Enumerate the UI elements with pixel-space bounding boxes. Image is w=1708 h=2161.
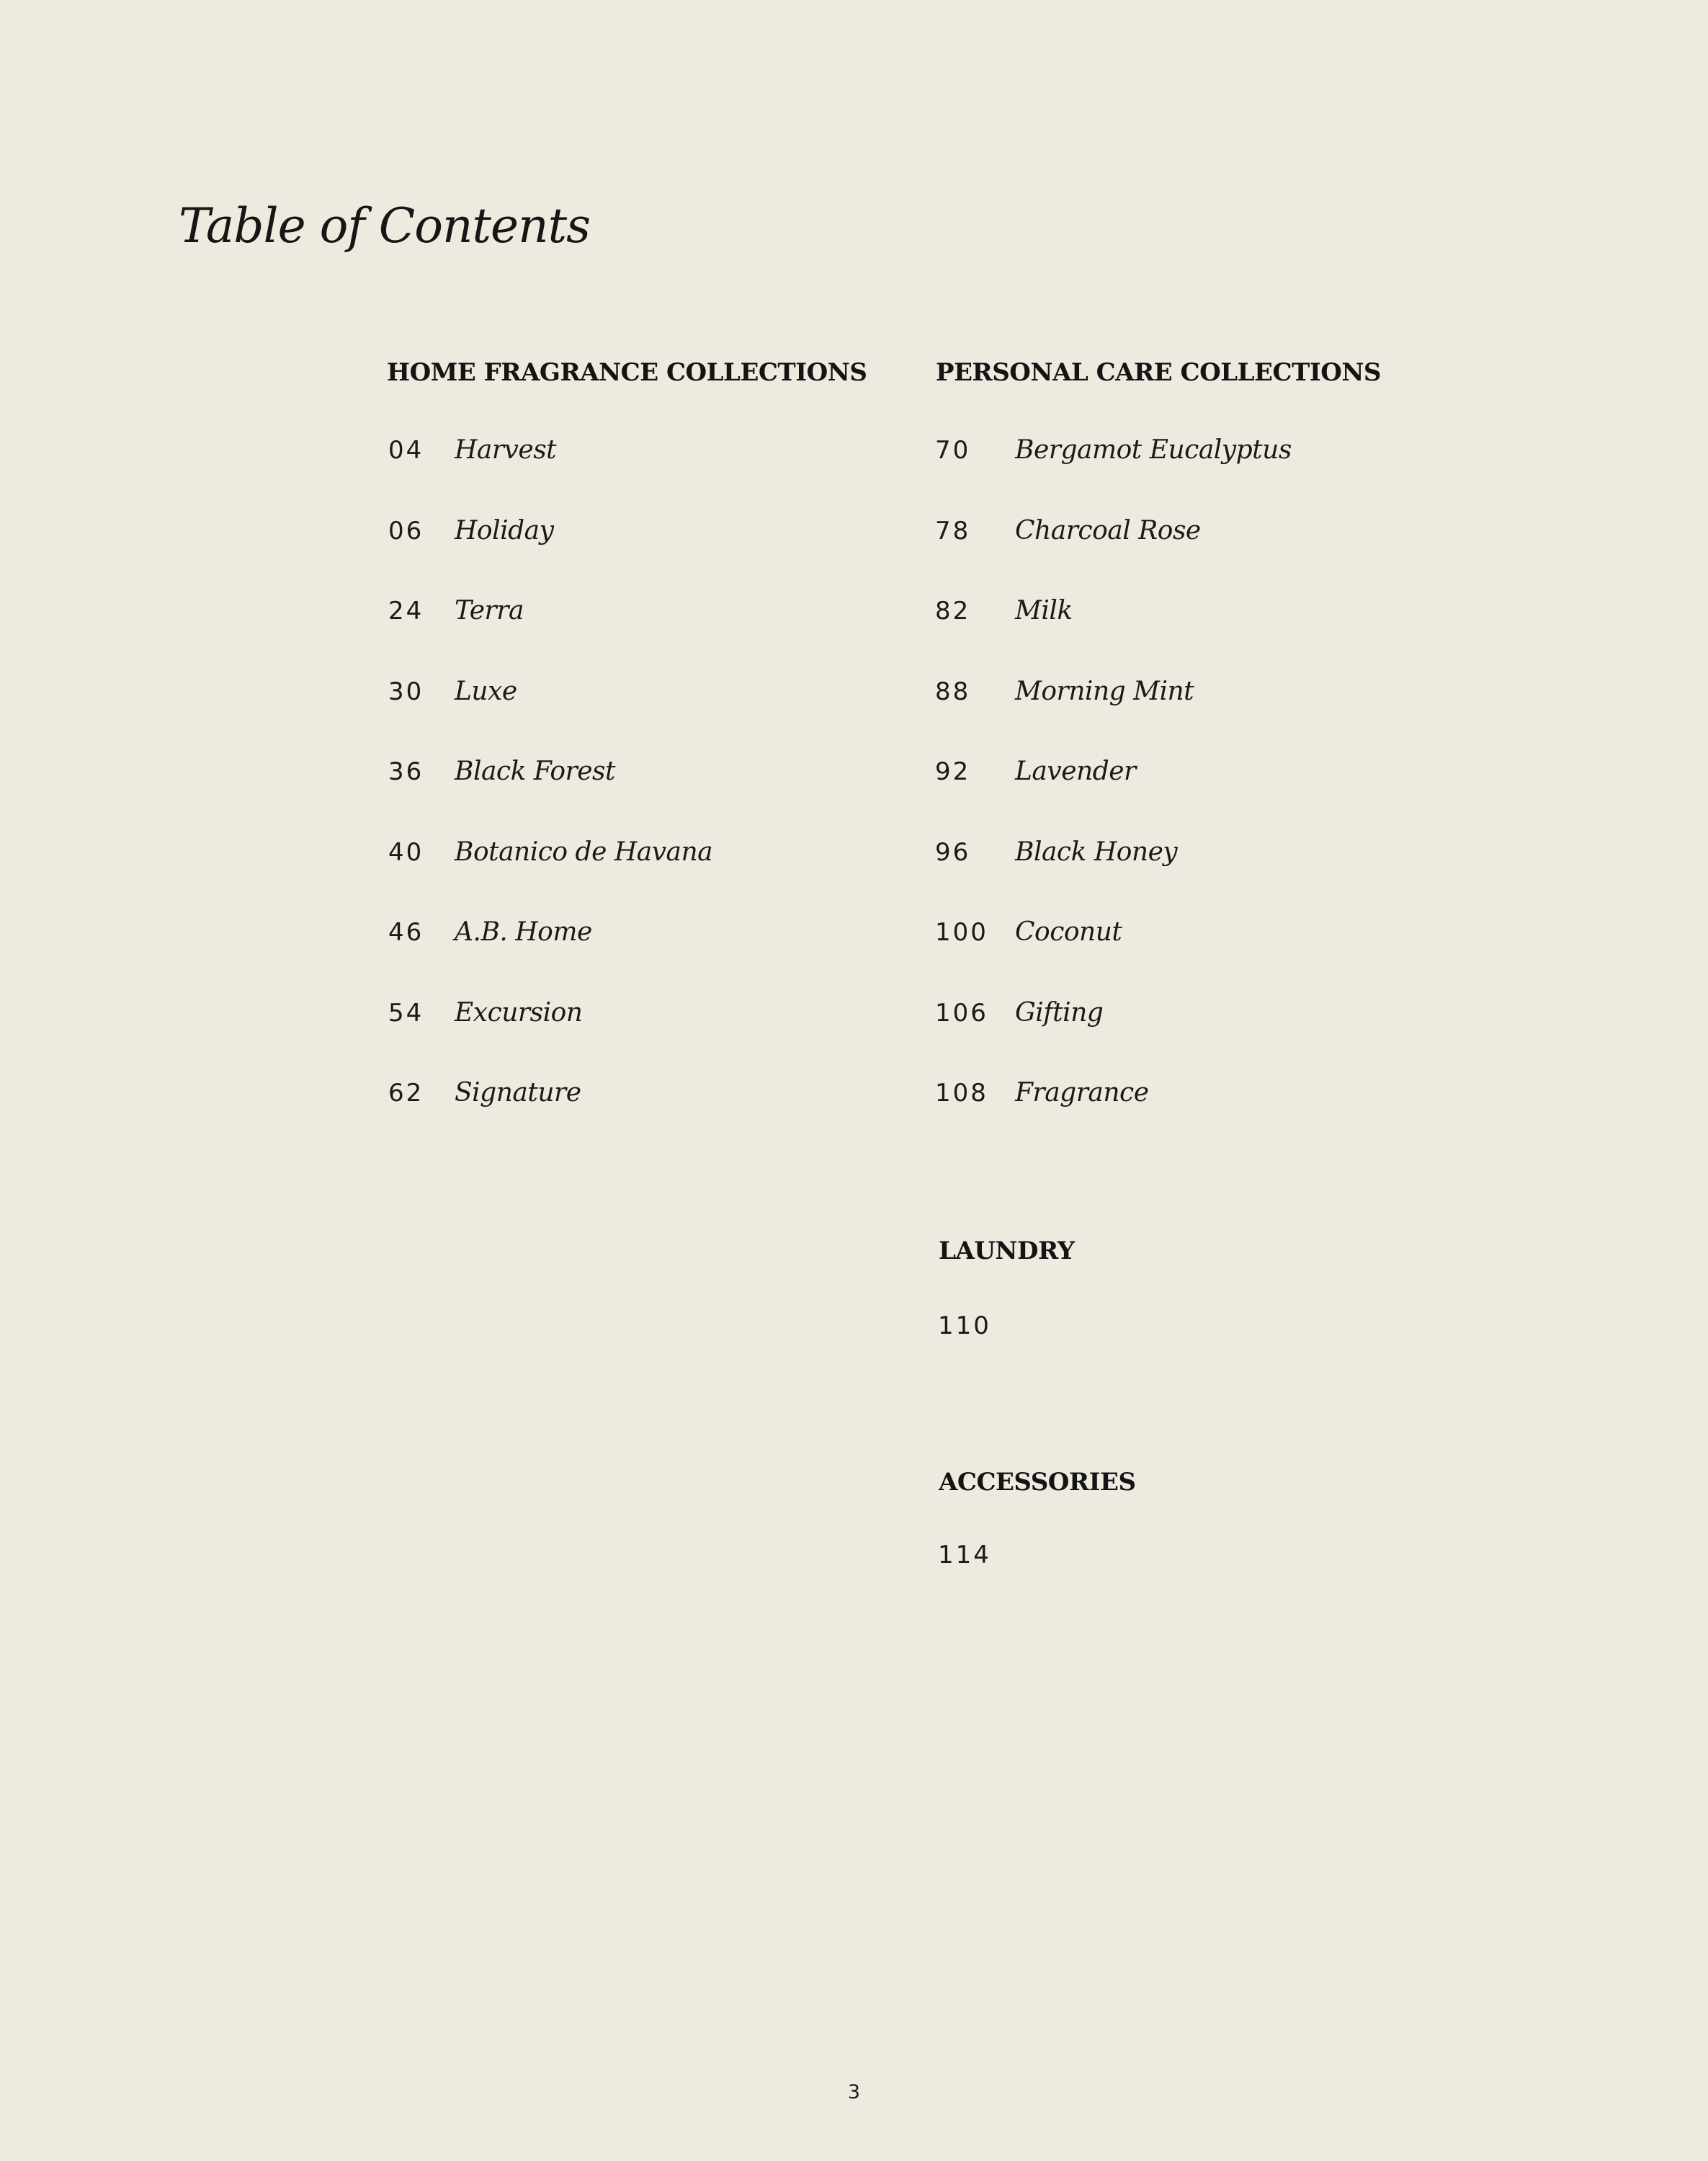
laundry-heading: LAUNDRY [939, 1237, 1075, 1265]
toc-entry-title: Botanico de Havana [455, 837, 713, 867]
toc-page-number: 40 [388, 837, 424, 867]
toc-entry-coconut[interactable] [935, 917, 1292, 997]
toc-entry-title: Black Forest [455, 757, 615, 786]
footer-page-number: 3 [847, 2081, 861, 2103]
toc-page-number: 70 [935, 436, 971, 465]
toc-entry-title: Luxe [455, 676, 517, 706]
toc-page-number: 96 [935, 837, 971, 867]
toc-page-number: 06 [388, 516, 424, 545]
toc-page-number: 46 [388, 918, 424, 947]
toc-page-number: 100 [935, 918, 988, 947]
toc-entry-title: Gifting [1015, 997, 1104, 1028]
toc-entry-title: Charcoal Rose [1015, 515, 1201, 545]
toc-entry-title: A.B. Home [455, 917, 592, 947]
toc-page-number: 106 [935, 998, 988, 1028]
toc-entry-signature[interactable] [388, 1077, 712, 1158]
toc-page-number: 88 [935, 677, 971, 706]
toc-entry-gifting[interactable] [935, 997, 1292, 1078]
personal-care-heading: PERSONAL CARE COLLECTIONS [936, 358, 1381, 387]
accessories-page-number[interactable]: 114 [938, 1541, 991, 1569]
personal-care-list [935, 435, 1292, 1158]
toc-entry-title: Black Honey [1015, 837, 1178, 867]
toc-page-number: 30 [388, 677, 424, 706]
toc-entry-title: Morning Mint [1015, 676, 1194, 706]
toc-entry-title: Bergamot Eucalyptus [1015, 435, 1292, 465]
toc-entry-title: Coconut [1015, 917, 1122, 947]
toc-entry-harvest[interactable] [388, 435, 712, 515]
toc-entry-title: Holiday [455, 515, 554, 545]
toc-entry-charcoal-rose[interactable] [935, 515, 1292, 596]
toc-entry-title: Fragrance [1015, 1078, 1149, 1108]
page-title: Table of Contents [179, 198, 591, 254]
toc-entry-holiday[interactable] [388, 515, 712, 596]
toc-page-number: 92 [935, 757, 971, 786]
toc-page-number: 82 [935, 597, 971, 625]
toc-entry-luxe[interactable] [388, 676, 712, 757]
toc-entry-black-forest[interactable] [388, 756, 712, 837]
toc-entry-title: Lavender [1015, 757, 1136, 786]
toc-entry-title: Signature [455, 1078, 581, 1108]
toc-entry-title: Terra [455, 596, 524, 625]
toc-entry-botanico-de-havana[interactable] [388, 837, 712, 917]
toc-entry-fragrance[interactable] [935, 1077, 1292, 1158]
laundry-page-number[interactable]: 110 [938, 1311, 991, 1340]
home-fragrance-heading: HOME FRAGRANCE COLLECTIONS [387, 358, 867, 387]
toc-entry-milk[interactable] [935, 595, 1292, 676]
toc-entry-black-honey[interactable] [935, 837, 1292, 917]
toc-entry-title: Harvest [455, 435, 557, 465]
home-fragrance-list [388, 435, 712, 1158]
toc-entry-lavender[interactable] [935, 756, 1292, 837]
toc-page-number: 36 [388, 757, 424, 786]
toc-page-number: 04 [388, 436, 424, 465]
toc-entry-ab-home[interactable] [388, 917, 712, 997]
toc-entry-bergamot-eucalyptus[interactable] [935, 435, 1292, 515]
toc-entry-title: Excursion [455, 997, 583, 1028]
toc-page-number: 54 [388, 998, 424, 1028]
toc-page-number: 78 [935, 516, 971, 545]
toc-entry-title: Milk [1015, 596, 1073, 625]
toc-page-number: 62 [388, 1079, 424, 1108]
toc-page-number: 108 [935, 1079, 988, 1108]
accessories-heading: ACCESSORIES [939, 1468, 1136, 1497]
toc-entry-terra[interactable] [388, 595, 712, 676]
toc-entry-excursion[interactable] [388, 997, 712, 1078]
toc-entry-morning-mint[interactable] [935, 676, 1292, 757]
toc-page-number: 24 [388, 597, 424, 625]
